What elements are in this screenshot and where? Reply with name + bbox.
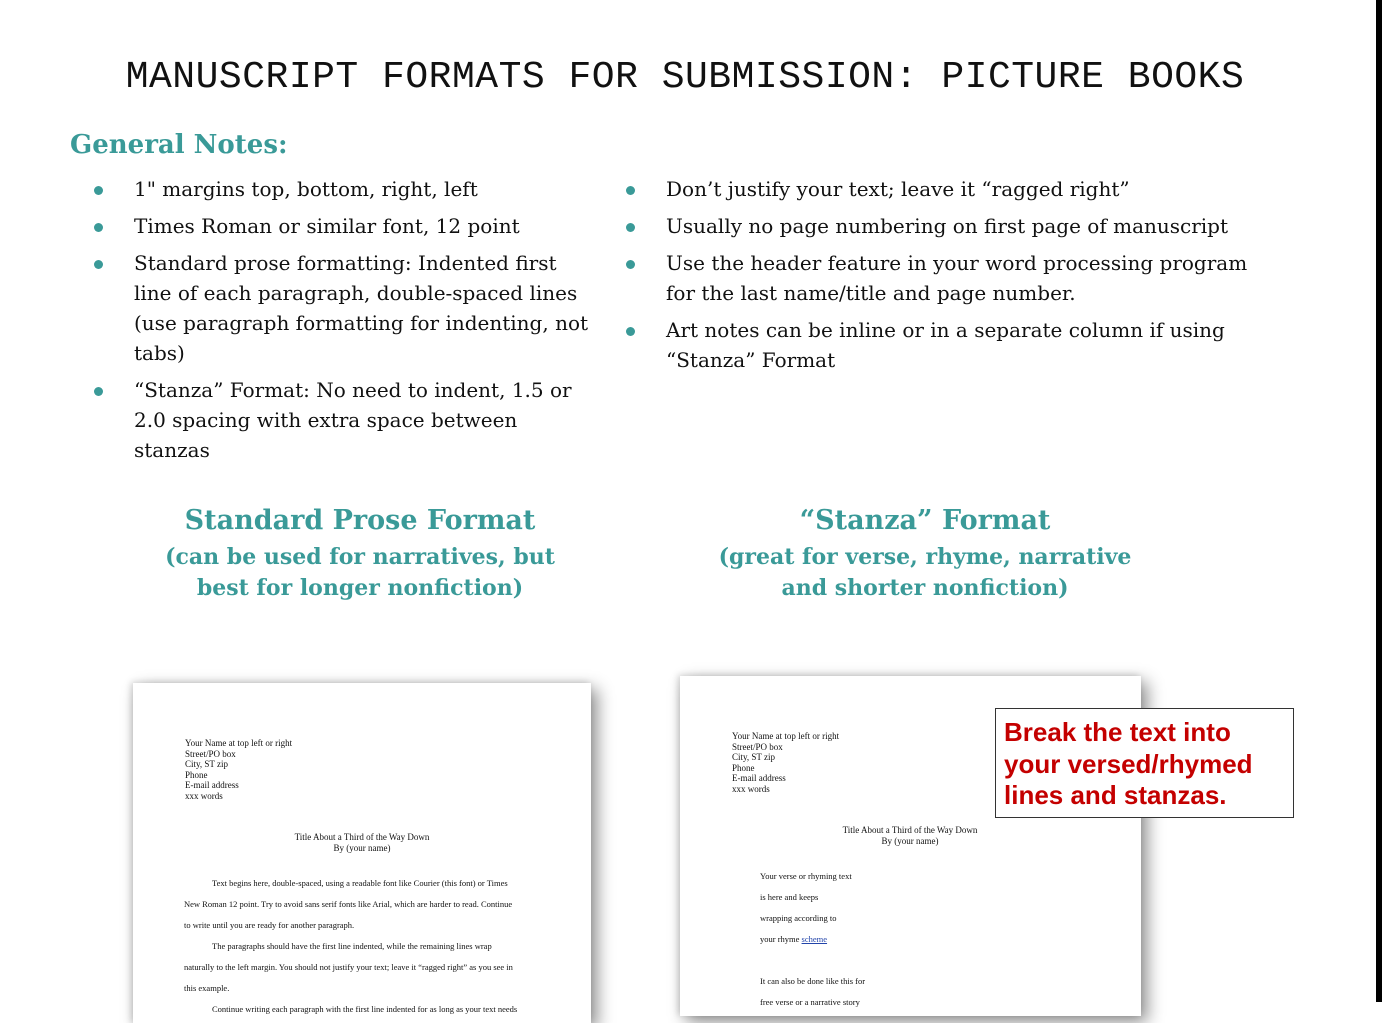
body-line: Text begins here, double-spaced, using a readable font like Courier (this font) or Times <box>212 878 508 888</box>
prose-format-subtitle <box>120 542 600 604</box>
stanza-format-subtitle-line: and shorter nonfiction) <box>781 575 1069 601</box>
callout-line: your versed/rhymed <box>1004 748 1253 779</box>
list-item <box>624 248 1274 308</box>
stanza-line: Your verse or rhyming text <box>760 871 852 881</box>
contact-line: Your Name at top left or right <box>185 738 293 748</box>
bullet-icon <box>94 223 103 232</box>
prose-format-subtitle-line: (can be used for narratives, but <box>165 544 555 570</box>
list-item-text: 1" margins top, bottom, right, left <box>134 177 478 201</box>
page-title: MANUSCRIPT FORMATS FOR SUBMISSION: PICTURE BOOKS <box>125 56 1245 99</box>
stanza-2 <box>760 971 865 1013</box>
stanza-format-subtitle-line: (great for verse, rhyme, narrative <box>718 544 1132 570</box>
contact-line: Phone <box>732 762 755 773</box>
contact-line: City, ST zip <box>732 752 776 762</box>
prose-format-title: Standard Prose Format <box>184 505 536 536</box>
list-item <box>624 211 1274 241</box>
stanza-line <box>760 929 852 950</box>
sample-title: Title About a Third of the Way Down <box>294 832 430 842</box>
general-notes-left-list <box>92 174 592 472</box>
body-line: The paragraphs should have the first line indented, while the remaining lines wrap <box>212 941 492 951</box>
stanza-line: is here and keeps <box>760 892 819 902</box>
contact-line: Phone <box>185 769 208 780</box>
contact-line: Street/PO box <box>732 741 783 752</box>
stanza-line: wrapping according to <box>760 913 837 923</box>
list-item <box>92 375 592 465</box>
sample-title: Title About a Third of the Way Down <box>842 825 978 835</box>
bullet-icon <box>626 260 635 269</box>
list-item <box>624 174 1274 204</box>
contact-line: E-mail address <box>185 780 239 790</box>
list-item <box>624 315 1274 375</box>
list-item <box>92 248 592 368</box>
body-line: Continue writing each paragraph with the first line indented for as long as your text needs <box>212 1004 518 1014</box>
prose-format-heading <box>120 504 600 604</box>
list-item-text: Standard prose formatting: Indented first line of each paragraph, double-spaced lines (use paragraph formatting for indenting, not tabs) <box>134 251 589 365</box>
list-item-text: Art notes can be inline or in a separate column if using “Stanza” Format <box>666 318 1225 372</box>
list-item-text: Usually no page numbering on first page of manuscript <box>666 214 1229 238</box>
body-line: to write until you are ready for another paragraph. <box>184 920 355 930</box>
list-item <box>92 211 592 241</box>
body-line: New Roman 12 point. Try to avoid sans serif fonts like Arial, which are harder to read. Continue <box>184 899 513 909</box>
body-line: naturally to the left margin. You should not justify your text; leave it “ragged right” as you see in <box>184 962 513 972</box>
contact-line: Street/PO box <box>185 748 236 759</box>
stanza-format-subtitle <box>680 542 1170 604</box>
bullet-icon <box>94 387 103 396</box>
callout-line: lines and stanzas. <box>1004 780 1227 810</box>
list-item-text: Times Roman or similar font, 12 point <box>134 214 520 238</box>
sample-title-block <box>740 825 1080 846</box>
contact-line: E-mail address <box>732 773 786 783</box>
prose-format-subtitle-line: best for longer nonfiction) <box>196 575 524 601</box>
contact-line: xxx words <box>185 790 223 801</box>
contact-line: Your Name at top left or right <box>732 731 840 741</box>
sample-title-block <box>133 832 591 853</box>
sample-byline: By (your name) <box>881 835 939 846</box>
contact-block <box>732 731 839 794</box>
contact-line: City, ST zip <box>185 759 229 769</box>
body-line: this example. <box>184 983 230 993</box>
stanza-line-text: your rhyme <box>760 934 802 944</box>
list-item-text: “Stanza” Format: No need to indent, 1.5 or 2.0 spacing with extra space between stanzas <box>134 378 572 462</box>
stanza-1 <box>760 866 852 950</box>
bullet-icon <box>626 186 635 195</box>
bullet-icon <box>626 223 635 232</box>
bullet-icon <box>94 186 103 195</box>
contact-block <box>185 738 292 801</box>
list-item-text: Use the header feature in your word processing program for the last name/title and page number. <box>666 251 1248 305</box>
stanza-line: It can also be done like this for <box>760 976 866 986</box>
callout-box <box>995 708 1294 818</box>
bullet-icon <box>626 327 635 336</box>
scheme-link[interactable]: scheme <box>801 934 828 944</box>
stanza-format-heading <box>680 504 1170 604</box>
prose-sample-page <box>133 683 591 1023</box>
contact-line: xxx words <box>732 783 770 794</box>
callout-line: Break the text into <box>1004 717 1231 747</box>
stanza-format-title: “Stanza” Format <box>799 505 1051 536</box>
page-edge-bar <box>1376 0 1382 1002</box>
bullet-icon <box>94 260 103 269</box>
stanza-line: free verse or a narrative story <box>760 997 860 1007</box>
list-item-text: Don’t justify your text; leave it “ragged right” <box>666 177 1130 201</box>
sample-body <box>184 873 517 1020</box>
general-notes-heading: General Notes: <box>70 130 288 160</box>
sample-byline: By (your name) <box>333 842 391 853</box>
list-item <box>92 174 592 204</box>
general-notes-right-list <box>624 174 1274 382</box>
